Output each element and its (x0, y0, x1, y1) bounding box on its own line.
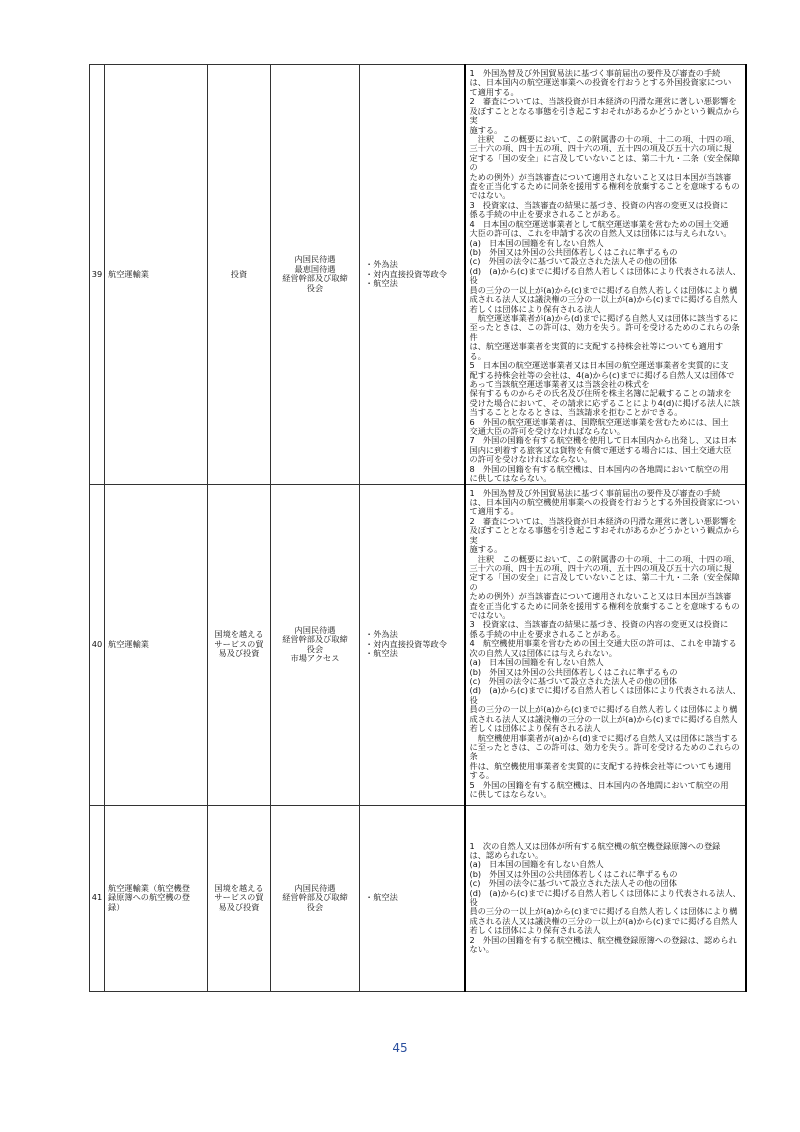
industry-cell (105, 805, 208, 991)
description-line: 若しくは団体により保有される法人 (469, 723, 601, 734)
table-row (90, 484, 746, 805)
description-line: 2 審査については、当該投資が日本経済の円滑な運営に著しい悪影響を (469, 96, 737, 107)
description-line: 及ぼすこととなる事態を引き起こすおそれがあるかどうかという観点から実 (469, 525, 740, 545)
description-line: (a) 日本国の国籍を有しない自然人 (469, 859, 604, 870)
description-line: 員の三分の一以上が(a)から(c)までに掲げる自然人若しくは団体により構 (469, 284, 738, 295)
description-line: 8 外国の国籍を有する航空機は、日本国内の各地間において航空の用 (469, 463, 729, 474)
description-line: 係る手続の中止を要求されることがある。 (469, 628, 626, 639)
treatment-line: 内国民待遇 (294, 624, 336, 635)
type-line: 易及び投資 (218, 648, 260, 659)
treatment-cell (271, 65, 360, 485)
description-line: 若しくは団体により保有される法人 (469, 303, 601, 314)
entry-number: 40 (90, 484, 105, 805)
description-line: 定する「国の安全」に言及していないことは、第二十九・二条（安全保障の (469, 572, 740, 592)
description-line: 員の三分の一以上が(a)から(c)までに掲げる自然人若しくは団体により構 (469, 704, 738, 715)
description-line: に供してはならない。 (469, 789, 552, 800)
description-line: 3 投資家は、当該審査の結果に基づき、投資の内容の変更又は投資に (469, 619, 729, 630)
description-line: 国内に到着する旅客又は貨物を有償で運送する場合には、国土交通大臣 (469, 444, 732, 455)
industry-line: 録原簿への航空機の登 (108, 892, 190, 903)
description-line: て適用する。 (469, 86, 519, 97)
description-line: の許可を受けなければならない。 (469, 454, 593, 465)
treatment-line: 役会 (306, 282, 324, 293)
description-line: に供してはならない。 (469, 473, 552, 484)
type-line: サービスの貿 (214, 638, 264, 649)
description-line: は、航空運送事業者を実質的に支配する持株会社等についても適用す (469, 341, 724, 352)
description-line: 配する持株会社等の会社は、4(a)から(c)までに掲げる自然人又は団体で (469, 369, 735, 380)
description-line: (b) 外国又は外国の公共団体若しくはこれに準ずるもの (469, 868, 678, 879)
law-line: ・対内直接投資等政令 (365, 268, 447, 279)
description-line: 交通大臣の許可を受けなければならない。 (469, 426, 626, 437)
description-line: 受けた場合において、その請求に応ずることにより4(d)に掲げる法人に該 (469, 397, 740, 408)
description-line: 至ったときは、この許可は、効力を失う。許可を受けるためのこれらの条件 (469, 322, 740, 342)
description-line: 査を正当化するために同条を援用する権利を放棄することを意味するもの (469, 181, 740, 192)
treatment-line: 経営幹部及び取締 (282, 892, 348, 903)
treatment-cell (271, 484, 360, 805)
description-line: (b) 外国又は外国の公共団体若しくはこれに準ずるもの (469, 247, 678, 258)
description-line: 係る手続の中止を要求されることがある。 (469, 209, 626, 220)
obligation-type-cell (208, 805, 271, 991)
law-cell (360, 65, 465, 485)
type-line: サービスの貿 (214, 892, 264, 903)
description-line: 5 外国の国籍を有する航空機は、日本国内の各地間において航空の用 (469, 779, 729, 790)
description-line: (c) 外国の法令に基づいて設立された法人その他の団体 (469, 878, 677, 889)
treatment-line: 役会 (306, 643, 324, 654)
description-line: 成される法人又は議決権の三分の一以上が(a)から(c)までに掲げる自然人 (469, 294, 738, 305)
description-line: ない。 (469, 944, 495, 955)
description-line: 7 外国の国籍を有する航空機を使用して日本国内から出発し、又は日本 (469, 435, 737, 446)
description-line: ための例外）が当該審査について適用されないこと又は日本国が当該審 (469, 171, 732, 182)
description-line: あって当該航空運送事業者又は当該会社の株式を (469, 378, 650, 389)
law-line: ・外為法 (365, 259, 398, 270)
description-line: 及ぼすこととなる事態を引き起こすおそれがあるかどうかという観点から実 (469, 105, 740, 126)
treatment-line: 経営幹部及び取締 (282, 634, 348, 645)
description-line: 員の三分の一以上が(a)から(c)までに掲げる自然人若しくは団体により構 (469, 906, 738, 917)
treatment-cell (271, 805, 360, 991)
law-line: ・航空法 (365, 277, 398, 288)
description-line: る。 (469, 350, 486, 361)
description-line: 成される法人又は議決権の三分の一以上が(a)から(c)までに掲げる自然人 (469, 713, 738, 724)
entry-number: 39 (90, 65, 105, 485)
type-line: 国境を越える (214, 882, 264, 893)
description-line: は、日本国内の航空運送事業への投資を行おうとする外国投資家につい (469, 77, 732, 88)
description-line: 3 投資家は、当該審査の結果に基づき、投資の内容の変更又は投資に (469, 199, 729, 210)
description-line: 三十六の項、四十五の項、四十六の項、五十四の項及び五十六の項に規 (469, 143, 732, 154)
description-line: 査を正当化するために同条を援用する権利を放棄することを意味するもの (469, 600, 740, 611)
description-line: ではない。 (469, 610, 511, 621)
description-line: 保有するものからその氏名及び住所を株主名簿に記載することの請求を (469, 388, 732, 399)
law-cell (360, 484, 465, 805)
description-line: (c) 外国の法令に基づいて設立された法人その他の団体 (469, 256, 677, 267)
description-line: 次の自然人又は団体には与えられない。 (469, 647, 617, 658)
description-line: (d) (a)から(c)までに掲げる自然人若しくは団体により代表される法人、役 (469, 265, 741, 286)
industry-cell: 航空運輸業 (105, 65, 208, 485)
description-line: は、認められない。 (469, 849, 544, 860)
description-cell (465, 805, 746, 991)
description-line: ための例外）が当該審査について適用されないこと又は日本国が当該審 (469, 591, 732, 602)
description-line: は、日本国内の航空機使用事業への投資を行おうとする外国投資家につい (469, 496, 740, 507)
law-line: ・航空法 (365, 648, 398, 659)
description-line: 2 審査については、当該投資が日本経済の円滑な運営に著しい悪影響を (469, 515, 737, 526)
description-cell (465, 484, 746, 805)
treatment-line: 最恵国待遇 (294, 263, 336, 274)
description-line: (c) 外国の法令に基づいて設立された法人その他の団体 (469, 676, 677, 686)
description-line: 1 次の自然人又は団体が所有する航空機の航空機登録原簿への登録 (469, 840, 721, 851)
treatment-line: 内国民待遇 (294, 882, 336, 893)
description-line: 2 外国の国籍を有する航空機は、航空機登録原簿への登録は、認められ (469, 934, 737, 945)
description-line: 件は、航空機使用事業者を実質的に支配する持株会社等についても適用 (469, 760, 732, 771)
industry-line: 録） (108, 901, 125, 912)
description-line: 当することとなるときは、当該請求を拒むことができる。 (469, 407, 683, 418)
description-line: (a) 日本国の国籍を有しない自然人 (469, 657, 604, 668)
reservation-table (89, 64, 747, 992)
treatment-line: 経営幹部及び取締 (282, 273, 348, 284)
obligation-type-cell: 投資 (208, 65, 271, 485)
description-line: 施する。 (469, 544, 503, 555)
description-line: 航空運送事業者が(a)から(d)までに掲げる自然人又は団体に該当するに (469, 312, 739, 323)
treatment-line: 市場アクセス (290, 652, 340, 663)
description-line: (b) 外国又は外国の公共団体若しくはこれに準ずるもの (469, 666, 678, 677)
description-line: に至ったときは、この許可は、効力を失う。許可を受けるためのこれらの条 (469, 741, 740, 762)
description-line: て適用する。 (469, 506, 519, 517)
type-line: 易及び投資 (218, 901, 260, 912)
description-line: (d) (a)から(c)までに掲げる自然人若しくは団体により代表される法人、役 (469, 685, 741, 705)
description-line: 注釈 この概要において、この附属書の十の項、十二の項、十四の項、 (469, 133, 740, 144)
law-cell (360, 805, 465, 991)
description-line: 4 航空機使用事業を営むための国土交通大臣の許可は、これを申請する (469, 638, 737, 649)
description-line: 航空機使用事業者が(a)から(d)までに掲げる自然人又は団体に該当する (469, 732, 739, 743)
law-line: ・航空法 (365, 892, 398, 903)
description-line: ではない。 (469, 190, 511, 201)
description-line: 1 外国為替及び外国貿易法に基づく事前届出の要件及び審査の手続 (469, 487, 721, 498)
entry-number: 41 (90, 805, 105, 991)
description-line: 1 外国為替及び外国貿易法に基づく事前届出の要件及び審査の手続 (469, 68, 721, 78)
law-line: ・外為法 (365, 629, 398, 640)
treatment-line: 役会 (306, 901, 324, 912)
industry-cell: 航空運輸業 (105, 484, 208, 805)
industry-line: 航空運輸業（航空機登 (108, 882, 190, 893)
type-line: 国境を越える (214, 629, 264, 640)
page-number: 45 (392, 1041, 408, 1055)
description-line: 大臣の許可は、これを申請する次の自然人又は団体には与えられない。 (469, 228, 732, 239)
description-line: 5 日本国の航空運送事業者又は日本国の航空運送事業者を実質的に支 (469, 360, 729, 371)
description-line: 注釈 この概要において、この附属書の十の項、十二の項、十四の項、 (469, 553, 740, 564)
law-line: ・対内直接投資等政令 (365, 638, 447, 649)
table-row (90, 805, 746, 991)
description-line: 4 日本国の航空運送事業者として航空運送事業を営むための国土交通 (469, 218, 729, 229)
obligation-type-cell (208, 484, 271, 805)
description-line: 定する「国の安全」に言及していないことは、第二十九・二条（安全保障の (469, 152, 740, 173)
description-line: 6 外国の航空運送事業者は、国際航空運送事業を営むためには、国土 (469, 416, 729, 427)
description-line: 若しくは団体により保有される法人 (469, 925, 601, 936)
description-cell (465, 65, 746, 485)
description-line: 施する。 (469, 124, 503, 135)
description-line: 三十六の項、四十五の項、四十六の項、五十四の項及び五十六の項に規 (469, 562, 732, 573)
table-row (90, 65, 746, 485)
treatment-line: 内国民待遇 (294, 254, 336, 265)
description-line: 成される法人又は議決権の三分の一以上が(a)から(c)までに掲げる自然人 (469, 915, 738, 926)
description-line: (a) 日本国の国籍を有しない自然人 (469, 237, 604, 248)
description-line: (d) (a)から(c)までに掲げる自然人若しくは団体により代表される法人、役 (469, 887, 741, 908)
description-line: する。 (469, 770, 495, 781)
